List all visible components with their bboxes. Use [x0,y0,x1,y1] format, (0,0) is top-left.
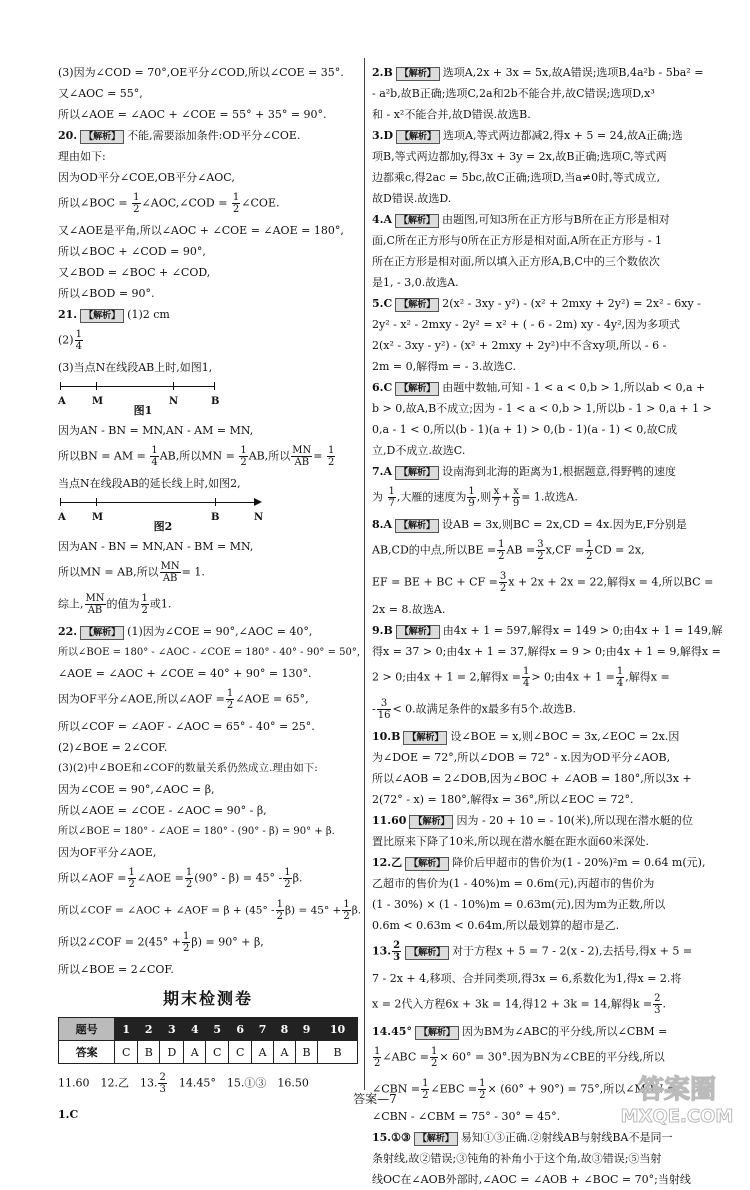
problem-14-head: 14.45° 【解析】 因为BM为∠ABC的平分线,所以∠CBM = [372,1025,668,1038]
analysis-tag: 【解析】 [405,946,449,960]
fraction: $\frac{x}{7}$ [493,486,500,509]
answer-table-header [59,1018,358,1041]
answer-table-header-cell: 2 [138,1018,160,1041]
analysis-tag: 【解析】 [395,214,439,228]
analysis-tag: 【解析】 [80,130,124,144]
text-line: (1 - 30%) × (1 - 10%)m = 0.63m(元),因为m为正数,所以 [372,898,666,911]
analysis-tag: 【解析】 [403,731,447,745]
fraction: $\frac{1}{4}$ [522,666,530,689]
text-line: 所以∠BOC = $\frac{1}{2}$ ∠AOC,∠COD = $\frac{1}{2}$ ∠COE. [58,192,280,215]
text-line: 得x = 37 > 0;由4x + 1 = 37,解得x = 9 > 0;由4x + 1 = 9,解得x = [372,645,721,658]
text-line: $\frac{1}{2}$ ∠ABC = $\frac{1}{2}$ × 60° = 30°.因为BN为∠CBE的平分线,所以 [374,1046,665,1069]
text-line: 2y² - x² - 2mxy - 2y² = x² + ( - 6 - 2m) xy - 4y²,因为多项式 [372,318,681,331]
text-line: x = 2代入方程6x + 3k = 14,得12 + 3k = 14,解得k = $\frac{2}{3}$ . [372,993,667,1016]
text-line: 和 - x²不能合并,故D错误.故选B. [372,108,531,121]
left-column [58,62,362,1125]
point-label: N [169,396,179,407]
fraction: $\frac{1}{2}$ [284,867,291,890]
fraction: $\frac{1}{2}$ [141,593,148,616]
analysis-tag: 【解析】 [396,130,440,144]
text-line: 所以∠BOE = 2∠COF. [58,963,174,976]
problem-13-head: 13. $\frac{2}{3}$ 【解析】 对于方程x + 5 = 7 - 2(x - 2),去括号,得x + 5 = [372,940,693,963]
analysis-tag: 【解析】 [396,625,440,639]
text-line: 所在正方形是相对面,所以填入正方形A,B,C中的三个数依次 [372,255,660,268]
problem-head [372,377,707,398]
fraction: $\frac{3}{2}$ [537,539,544,562]
answer-table-cell: C [229,1041,252,1064]
problem-7-head: 7.A 【解析】 设南海到北海的距离为1,根据题意,得野鸭的速度 [372,465,677,478]
fraction: $\frac{MN}{AB}$ [160,561,180,584]
text-line: 条射线,故②错误;③钝角的补角小于这个角,故③错误;⑤当射 [372,1152,662,1165]
problem-12-head: 12.乙 【解析】 降价后甲超市的售价为(1 - 20%)²m = 0.64 m(元), [372,856,706,869]
fraction: $\frac{1}{2}$ [232,192,240,215]
text-line: 2(x² - 3xy - y²) - (x² + 2mxy + 2y²)中不含xy项,所以 - 6 - [372,339,667,352]
problem-number: 6.C [372,381,393,394]
text-line: 是1, - 3,0.故选A. [372,276,459,289]
text-line: 所以∠COF = ∠AOF - ∠AOC = 65° - 40° = 25°. [58,720,315,733]
problem-head [372,209,707,230]
text-line: 为∠DOE = 72°,所以∠DOB = 72° - x.因为OD平分∠AOB, [372,751,671,764]
fraction: $\frac{1}{2}$ [183,931,190,954]
answer-table-cell: A [274,1041,296,1064]
analysis-tag: 【解析】 [395,298,439,312]
text-line: 线OC在∠AOB外部时,∠AOC = ∠AOB + ∠BOC = 70°;当射线 [372,1173,691,1186]
text-line: EF = BE + BC + CF = $\frac{3}{2}$ x + 2x + 2x = 22,解得x = 4,所以BC = [372,571,714,594]
text-line: ∠CBN = $\frac{1}{2}$ ∠EBC = $\frac{1}{2}$ × (60° + 90°) = 75°,所以∠MBN = [372,1078,677,1101]
fraction: $\frac{MN}{AB}$ [292,445,312,468]
point-label: N [254,512,264,523]
answer-table-cell: 答案 [59,1041,115,1064]
answer-table-header-cell: 1 [115,1018,138,1041]
fraction: $\frac{1}{2}$ [479,1078,486,1101]
text-line: 所以∠BOD = 90°. [58,287,155,300]
fraction: $\frac{1}{7}$ [388,486,395,509]
text-line: 所以∠BOE = 180° - ∠AOE = 180° - (90° - β) = 90° + β. [58,826,335,837]
analysis-tag: 【解析】 [409,815,453,829]
fraction: $\frac{2}{3}$ [393,940,401,963]
text-line: - a²b,故B正确;选项C,2a和2b不能合并,故C错误;选项D,x³ [372,87,655,100]
text-line: 又∠AOE是平角,所以∠AOC + ∠COE = ∠AOE = 180°, [58,224,344,237]
watermark-bottom: MXQE.COM [620,1106,734,1127]
problem-number: 2.B [372,66,393,79]
text-line: 0.6m < 0.63m < 0.64m,所以最划算的超市是乙. [372,919,620,932]
column-divider [364,58,365,1090]
problem-11-head: 11.60 【解析】 因为 - 20 + 10 = - 10(米),所以现在潜水艇的位 [372,814,693,827]
analysis-tag: 【解析】 [395,519,439,533]
problem-10-head: 10.B 【解析】 设∠BOE = x,则∠BOC = 3x,∠EOC = 2x.因 [372,730,680,743]
text-line: 因为∠COE = 90°,∠AOC = β, [58,783,215,796]
answer-table-cell: C [206,1041,229,1064]
answer-table-row [59,1041,358,1064]
page-footer: 答案—7 [353,1092,397,1106]
text-line: 2(72° - x) = 180°,解得x = 36°,所以∠EOC = 72°. [372,793,634,806]
text-line: 1.C [58,1108,79,1121]
analysis-tag: 【解析】 [396,67,440,81]
fraction: $\frac{1}{2}$ [343,899,350,922]
text-line: 乙超市的售价为(1 - 40%)m = 0.6m(元),丙超市的售价为 [372,877,655,890]
text-line: 故D错误.故选D. [372,192,452,205]
answer-table-header-cell: 3 [160,1018,184,1041]
text-line: (3)因为∠COD = 70°,OE平分∠COD,所以∠COE = 35°. [58,66,344,79]
analysis-tag: 【解析】 [405,857,449,871]
text-line: 所以∠AOF = $\frac{1}{2}$ ∠AOE = $\frac{1}{2}$ (90° - β) = 45° - $\frac{1}{2}$ β. [58,867,303,890]
text-line: 0,a - 1 < 0,所以(b - 1)(a + 1) > 0,(b - 1)(a - 1) < 0,故C成 [372,423,678,436]
answer-table-header-cell: 题号 [59,1018,115,1041]
text-line: 边都乘c,得2ac = 5bc,故C正确;选项D,当a≠0时,等式成立, [372,171,661,184]
problem-number: 4.A [372,213,393,226]
fraction: $\frac{1}{2}$ [422,1078,429,1101]
fraction: $\frac{x}{9}$ [512,486,520,509]
text-line: 理由如下: [58,150,106,163]
answer-table-header-cell: 4 [184,1018,206,1041]
analysis-tag: 【解析】 [414,1132,458,1146]
fraction: $\frac{1}{2}$ [240,445,247,468]
text-line: 所以2∠COF = 2(45° + $\frac{1}{2}$ β) = 90° + β, [58,931,264,954]
analysis-tag: 【解析】 [395,382,439,396]
fraction: $\frac{3}{16}$ [377,698,391,721]
fill-answers: 11.60 12.乙 13. $\frac{2}{3}$ 14.45° 15.①③ 16.50 [58,1072,309,1095]
right-items-list [372,62,712,461]
fraction: $\frac{1}{2}$ [185,867,193,890]
text-line: 又∠BOD = ∠BOC + ∠COD, [58,266,211,279]
watermark-top: 答案圈 [637,1075,717,1105]
text-line: 又∠AOC = 55°, [58,87,143,100]
problem-15-head: 15.①③ 【解析】 易知①③正确.②射线AB与射线BA不是同一 [372,1131,673,1144]
answer-table-cell: A [184,1041,206,1064]
point-label: M [92,512,104,523]
right-column [372,62,723,1190]
analysis-tag: 【解析】 [80,309,124,323]
text-line: 7 - 2x + 4,移项、合并同类项,得3x = 6,系数化为1,得x = 2.将 [372,972,682,985]
text-line: 因为OD平分∠COE,OB平分∠AOC, [58,171,235,184]
answer-table-header-cell: 10 [318,1018,358,1041]
problem-22-head: 22. 【解析】 (1)因为∠COE = 90°,∠AOC = 40°, [58,625,313,638]
text-line: 项B,等式两边都加y,得3x + 3y = 2x,故B正确;选项C,等式两 [372,150,667,163]
fraction: $\frac{1}{2}$ [327,445,335,468]
analysis-tag: 【解析】 [395,466,439,480]
fraction: $\frac{1}{9}$ [468,486,475,509]
text-line: 所以∠BOE = 180° - ∠AOC - ∠COE = 180° - 40° - 90° = 50°, [58,647,361,658]
problem-number: 3.D [372,129,394,142]
text-line: 所以BN = AM = $\frac{1}{4}$ AB,所以MN = $\frac{1}{2}$ AB,所以 $\frac{MN}{AB}$ = $\frac{1}{2}$ [58,445,335,468]
text-line: 因为OF平分∠AOE, [58,846,157,859]
answer-table-cell: C [115,1041,138,1064]
text-line: (3)当点N在线段AB上时,如图1, [58,361,213,374]
text-line: 因为OF平分∠AOE,所以∠AOF = $\frac{1}{2}$ ∠AOE = 65°, [58,688,309,711]
answer-table [58,1017,358,1064]
text-line: 综上, $\frac{MN}{AB}$ 的值为 $\frac{1}{2}$ 或1. [58,593,172,616]
problem-8-head: 8.A 【解析】 设AB = 3x,则BC = 2x,CD = 4x.因为E,F分别是 [372,518,687,531]
text-line: 所以MN = AB,所以 $\frac{MN}{AB}$ = 1. [58,561,205,584]
point-label: B [211,512,220,523]
text-line: 所以∠COF = ∠AOC + ∠AOF = β + (45° - $\frac{1}{2}$ β) = 45° + $\frac{1}{2}$ β. [58,899,362,922]
figure-caption: 图1 [133,404,153,417]
text-line: 置比原来下降了10米,所以现在潜水艇在距水面60米深处. [372,835,649,848]
text-line: b > 0,故A,B不成立;因为 - 1 < a < 0,b > 1,所以b - 1 > 0,a + 1 > [372,402,712,415]
exam-title: 期末检测卷 [162,989,253,1008]
answer-table-cell: B [138,1041,160,1064]
text-segment: 由题图,可知3所在正方形与B所在正方形是相对 [442,213,670,226]
figure-caption: 图2 [153,520,173,533]
fraction: $\frac{2}{3}$ [654,993,661,1016]
text-segment: 由题中数轴,可知 - 1 < a < 0,b > 1,所以ab < 0,a + [442,381,706,394]
fraction: $\frac{1}{2}$ [498,539,505,562]
fraction: $\frac{1}{2}$ [226,688,234,711]
segment-figure-2 [58,494,358,532]
text-segment: 2(x² - 3xy - y²) - (x² + 2mxy + 2y²) = 2x² - 6xy - [442,297,701,310]
text-line: 因为AN - BN = MN,AN - BM = MN, [58,540,254,553]
fraction: $\frac{1}{2}$ [133,192,140,215]
answer-table-header-cell: 9 [295,1018,317,1041]
answer-table-cell: D [160,1041,184,1064]
text-line: (3)(2)中∠BOE和∠COF的数量关系仍然成立.理由如下: [58,762,318,774]
answer-table-header-cell: 8 [274,1018,296,1041]
fraction: $\frac{MN}{AB}$ [85,593,105,616]
text-segment: 选项A,2x + 3x = 5x,故A错误;选项B,4a²b - 5ba² = [442,66,704,79]
text-line: AB,CD的中点,所以BE = $\frac{1}{2}$ AB = $\frac{3}{2}$ x,CF = $\frac{1}{2}$ CD = 2x, [372,539,645,562]
fraction: $\frac{1}{4}$ [616,666,624,689]
text-line: - $\frac{3}{16}$ < 0.故满足条件的x最多有5个.故选B. [372,698,576,721]
text-line: (2)∠BOE = 2∠COF. [58,741,168,754]
problem-head [372,62,707,83]
problem-20-head: 20. 【解析】 不能,需要添加条件:OD平分∠COE. [58,129,301,142]
text-segment: 选项A,等式两边都减2,得x + 5 = 24,故A正确;选 [443,129,683,142]
point-label: A [58,396,66,407]
fraction: $\frac{1}{2}$ [430,1046,438,1069]
text-line: ∠AOE = ∠AOC + ∠COE = 40° + 90° = 130°. [58,667,312,680]
fraction: $\frac{1}{2}$ [276,899,283,922]
problem-head [372,293,707,314]
fraction: $\frac{1}{4}$ [75,329,82,352]
analysis-tag: 【解析】 [80,626,124,640]
text-line: 2x = 8.故选A. [372,603,446,616]
fraction: $\frac{1}{2}$ [128,867,135,890]
answer-table-cell: B [318,1041,358,1064]
answer-table-header-cell: 7 [252,1018,274,1041]
text-line: 当点N在线段AB的延长线上时,如图2, [58,477,241,490]
fraction: $\frac{3}{2}$ [499,571,507,594]
fraction: $\frac{1}{2}$ [586,539,593,562]
text-line: 立,D不成立.故选C. [372,444,466,457]
fraction: $\frac{2}{3}$ [159,1072,166,1095]
fraction: $\frac{1}{2}$ [374,1046,381,1069]
text-line: 所以∠BOC + ∠COD = 90°, [58,245,206,258]
watermark-logo [612,1070,742,1128]
text-line: (2) $\frac{1}{4}$ [58,329,82,352]
text-line: 因为AN - BN = MN,AN - AM = MN, [58,424,254,437]
problem-number: 5.C [372,297,393,310]
segment-figure-1 [58,378,358,416]
text-line: 所以∠AOB = 2∠DOB,因为∠BOC + ∠AOB = 180°,所以3x + [372,772,692,785]
point-label: A [58,512,66,523]
problem-21-head: 21. 【解析】 (1)2 cm [58,308,170,321]
answer-table-cell: B [295,1041,317,1064]
text-line: 2m = 0,解得m = - 3.故选C. [372,360,517,373]
fraction: $\frac{1}{4}$ [151,445,158,468]
text-line: 所以∠AOE = ∠COE - ∠AOC = 90° - β, [58,804,267,817]
text-line: 2 > 0;由4x + 1 = 2,解得x = $\frac{1}{4}$ > 0;由4x + 1 = $\frac{1}{4}$ ,解得x = [372,666,670,689]
point-label: B [211,396,220,407]
answer-table-header-cell: 6 [229,1018,252,1041]
text-line: 为 $\frac{1}{7}$ ,大雁的速度为 $\frac{1}{9}$ ,则 $\frac{x}{7}$ + $\frac{x}{9}$ = 1.故选A. [372,486,578,509]
text-line: 面,C所在正方形与0所在正方形是相对面,A所在正方形与 - 1 [372,234,663,247]
problem-9-head: 9.B 【解析】 由4x + 1 = 597,解得x = 149 > 0;由4x + 1 = 149,解 [372,624,723,637]
answer-table-header-cell: 5 [206,1018,229,1041]
answer-table-cell: A [252,1041,274,1064]
text-line: ∠CBN - ∠CBM = 75° - 30° = 45°. [372,1110,561,1123]
text-line: 所以∠AOE = ∠AOC + ∠COE = 55° + 35° = 90°. [58,108,327,121]
problem-head [372,125,707,146]
analysis-tag: 【解析】 [415,1026,459,1040]
point-label: M [92,396,104,407]
